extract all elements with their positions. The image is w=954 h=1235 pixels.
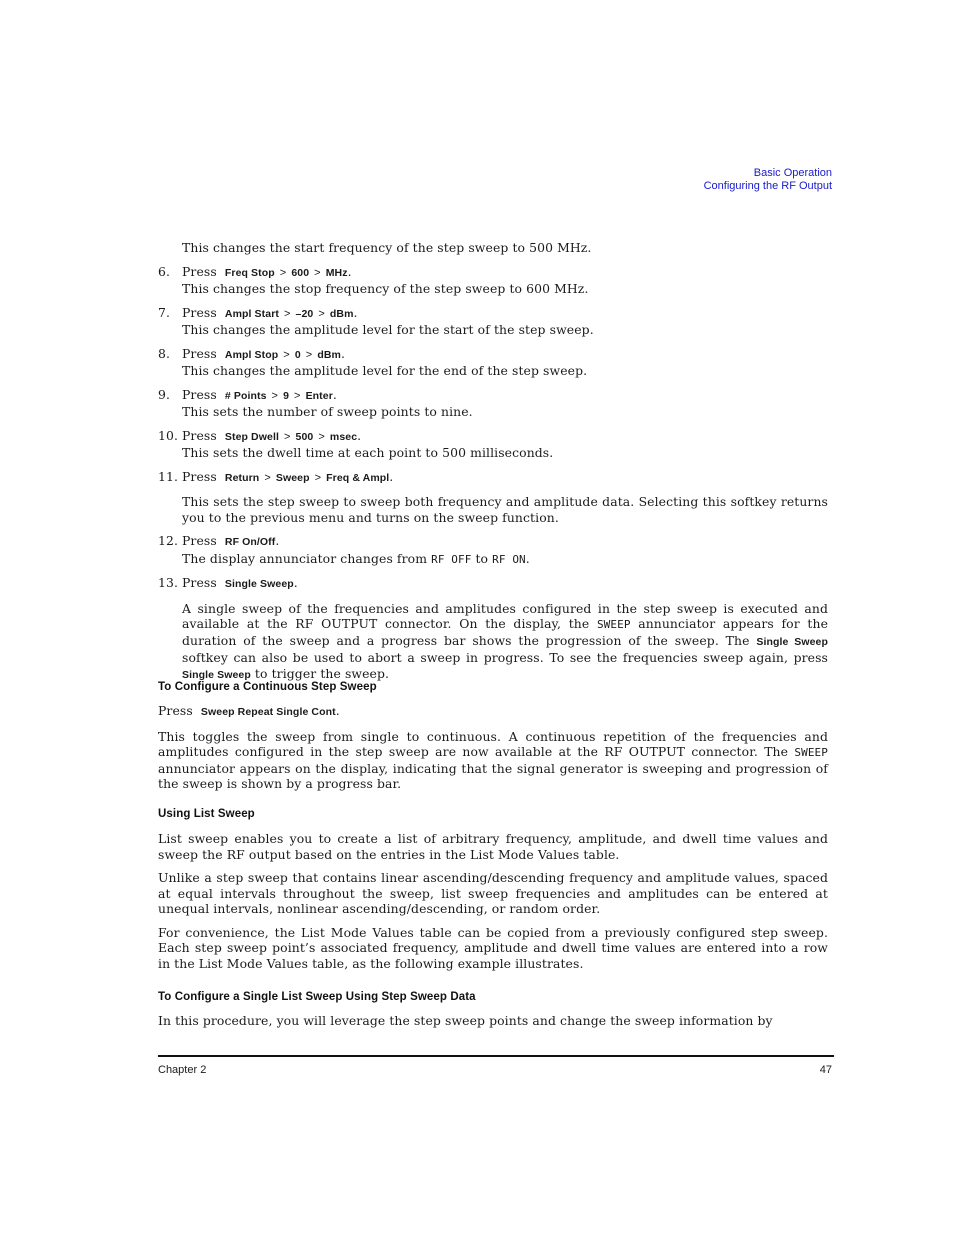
paragraph: For convenience, the List Mode Values table can be copied from a previously configured step sweep. Each step sweep point’s associated frequency, amplitude and dwell time values are entered into a row in the List Mode Values table, as the following example illustrates. (158, 924, 828, 971)
step-number: 13. (158, 575, 179, 590)
step-instruction: Press Return > Sweep > Freq & Ampl. (182, 468, 394, 484)
page-number: 47 (819, 1064, 832, 1076)
step-number: 8. (158, 345, 171, 361)
key-freq-ampl: Freq & Ampl (326, 471, 390, 484)
key-mhz: MHz (325, 266, 348, 279)
section-heading: To Configure a Continuous Step Sweep (158, 681, 377, 693)
press-instruction: Press Sweep Repeat Single Cont. (158, 703, 340, 718)
key-9: 9 (283, 389, 290, 402)
step-10 (158, 428, 828, 461)
step-note: A single sweep of the frequencies and amplitudes configured in the step sweep is executed and available at the RF OUTPUT connector. On the display, the SWEEP annunciator appears for the duration of the sweep and a progress bar shows the progression of the sweep. The Single Sweep softkey can also be used to abort a sweep in progress. To see the frequencies sweep again, press Single Sweep to trigger the sweep. (182, 600, 828, 681)
key-dbm: dBm (329, 307, 354, 320)
step-instruction: Press Ampl Start > –20 > dBm. (182, 304, 358, 320)
step-instruction: Press Freq Stop > 600 > MHz. (182, 263, 352, 279)
step-instruction: Press # Points > 9 > Enter. (182, 386, 337, 402)
step-number: 10. (158, 427, 179, 443)
step-9 (158, 387, 828, 420)
annunciator-sweep: SWEEP (596, 618, 631, 631)
key-single-sweep: Single Sweep (756, 635, 828, 648)
list-sweep-section (158, 807, 828, 971)
intro-text: This changes the start frequency of the step sweep to 500 MHz. (182, 240, 592, 255)
step-note: This sets the step sweep to sweep both frequency and amplitude data. Selecting this softkey returns you to the previous menu and turns on the sweep function. (182, 494, 828, 525)
step-description: This sets the dwell time at each point to 500 milliseconds. (182, 445, 554, 460)
paragraph: In this procedure, you will leverage the step sweep points and change the sweep information by (158, 1013, 773, 1028)
key-minus-20: –20 (295, 307, 314, 320)
step-12 (158, 533, 828, 567)
step-description: This changes the stop frequency of the step sweep to 600 MHz. (182, 281, 589, 296)
section-heading: Using List Sweep (158, 808, 255, 820)
step-description: This sets the number of sweep points to nine. (182, 404, 473, 419)
paragraph: List sweep enables you to create a list of arbitrary frequency, amplitude, and dwell time values and sweep the RF output based on the entries in the List Mode Values table. (158, 831, 828, 862)
annunciator-rf-off: RF OFF (431, 552, 472, 566)
key-ampl-stop: Ampl Stop (224, 348, 279, 361)
step-11 (158, 469, 828, 526)
key-0: 0 (294, 348, 301, 361)
key-500: 500 (295, 430, 314, 443)
footer-divider (158, 1055, 834, 1057)
key-dbm: dBm (317, 348, 341, 361)
step-description: This changes the amplitude level for the end of the step sweep. (182, 363, 588, 378)
key-enter: Enter (305, 389, 333, 402)
step-instruction: Press Single Sweep. (182, 575, 298, 590)
step-8 (158, 346, 828, 379)
step-number: 7. (158, 304, 171, 320)
step-description: This changes the amplitude level for the start of the step sweep. (182, 322, 594, 337)
key-freq-stop: Freq Stop (224, 266, 275, 279)
key-single-sweep: Single Sweep (224, 578, 294, 590)
step-number: 12. (158, 533, 179, 548)
paragraph: Unlike a step sweep that contains linear ascending/descending frequency and amplitude values, spaced at equal intervals throughout the sweep, list sweep frequencies and amplitudes can be entered at unequal intervals, nonlinear ascending/descending, or random order. (158, 870, 828, 916)
footer-chapter: Chapter 2 (158, 1064, 207, 1076)
step-number: 11. (158, 468, 179, 484)
key-msec: msec (329, 430, 358, 443)
key-rf-on-off: RF On/Off (224, 536, 276, 548)
continuous-sweep-section (158, 680, 828, 792)
key-sweep: Sweep (275, 471, 310, 484)
section-heading: To Configure a Single List Sweep Using Step Sweep Data (158, 991, 476, 1003)
key-points: # Points (224, 389, 267, 402)
key-sweep-repeat: Sweep Repeat Single Cont (200, 706, 336, 718)
paragraph: This toggles the sweep from single to continuous. A continuous repetition of the frequencies and amplitudes configured in the step sweep are now available at the RF OUTPUT connector. The SWEEP annunciator appears on the display, indicating that the signal generator is sweeping and progression of the sweep is shown by a progress bar. (158, 728, 828, 791)
step-13 (158, 575, 828, 683)
header-subsection-title[interactable]: Configuring the RF Output (703, 179, 832, 192)
key-single-sweep: Single Sweep (182, 668, 251, 681)
annunciator-rf-on: RF ON (492, 552, 526, 566)
key-600: 600 (291, 266, 310, 279)
annunciator-sweep: SWEEP (794, 746, 828, 759)
step-instruction: Press Ampl Stop > 0 > dBm. (182, 345, 345, 361)
procedure-steps (158, 240, 828, 691)
step-instruction: Press Step Dwell > 500 > msec. (182, 427, 362, 443)
step-description: The display annunciator changes from RF OFF to RF ON. (182, 550, 530, 566)
single-list-sweep-section (158, 990, 828, 1029)
step-number: 6. (158, 263, 171, 279)
step-7 (158, 305, 828, 338)
key-step-dwell: Step Dwell (224, 430, 279, 443)
key-ampl-start: Ampl Start (224, 307, 279, 320)
step-6 (158, 264, 828, 297)
step-number: 9. (158, 386, 171, 402)
key-return: Return (224, 471, 260, 484)
step-instruction: Press RF On/Off. (182, 533, 280, 548)
header-section-title[interactable]: Basic Operation (753, 167, 832, 179)
running-header (704, 167, 832, 192)
